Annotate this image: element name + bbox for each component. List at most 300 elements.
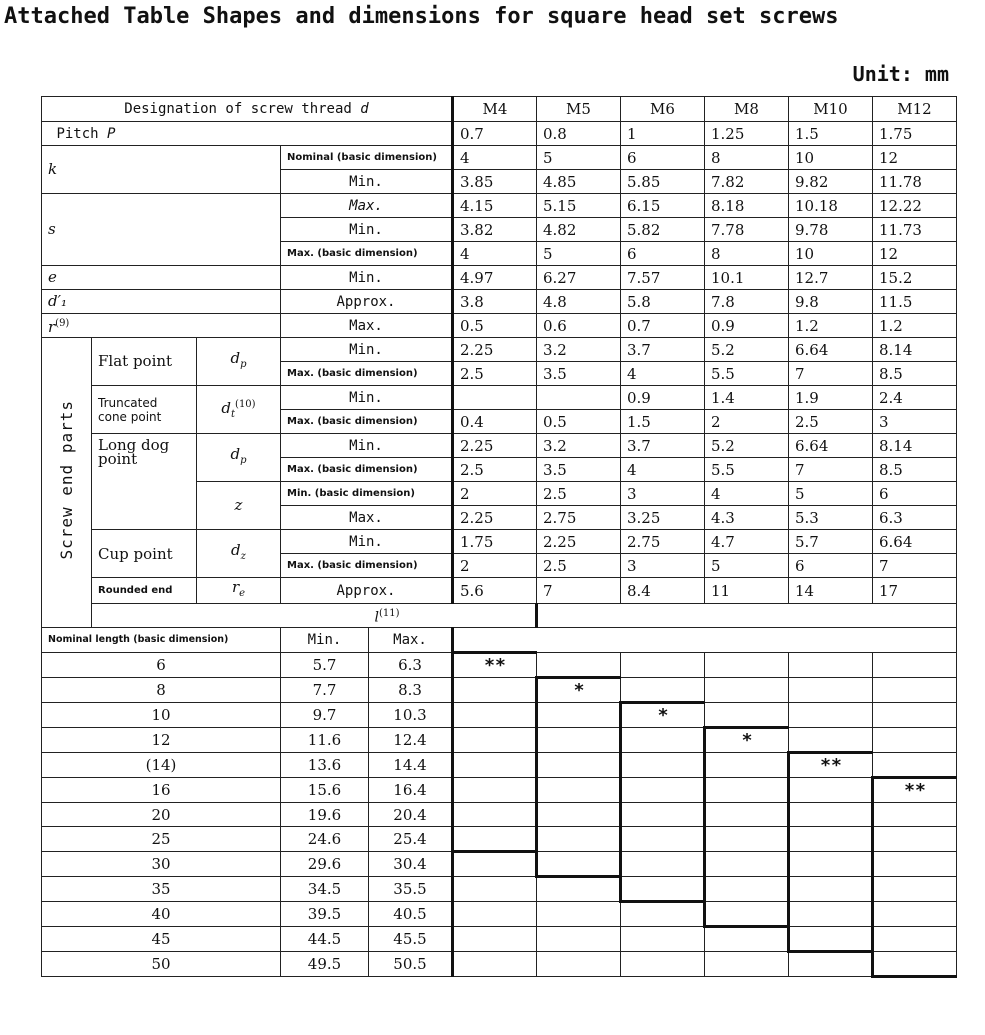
table-row [42, 266, 957, 290]
z-min-value: 6 [873, 482, 957, 506]
flat-max-value: 8.5 [873, 362, 957, 386]
long-dog-label: Long dog point [92, 434, 197, 530]
e-min-value: 15.2 [873, 266, 957, 290]
length-cell [453, 778, 537, 803]
length-cell [873, 753, 957, 778]
cone-max-value: 2 [705, 410, 789, 434]
k-nominal-value: 12 [873, 146, 957, 170]
length-cell [873, 927, 957, 952]
unit-label: Unit: mm [852, 62, 949, 86]
length-max-value: 45.5 [369, 927, 453, 952]
length-cell [621, 852, 705, 877]
length-max-value: 14.4 [369, 753, 453, 778]
table-row [42, 902, 957, 927]
table-row [42, 827, 957, 852]
length-cell [873, 678, 957, 703]
length-cell [705, 902, 789, 927]
length-cell [621, 653, 705, 678]
dog-max-value: 3.5 [537, 458, 621, 482]
pitch-value: 0.7 [453, 122, 537, 146]
z-max-value: 5.3 [789, 506, 873, 530]
d1-approx-value: 11.5 [873, 290, 957, 314]
length-cell [705, 877, 789, 902]
min-label: Min. [281, 338, 453, 362]
nominal-label: Nominal (basic dimension) [281, 146, 453, 170]
table-row [42, 628, 957, 653]
e-min-value: 6.27 [537, 266, 621, 290]
dt-footnote: (10) [235, 399, 256, 410]
k-min-value: 7.82 [705, 170, 789, 194]
table-row [42, 314, 957, 338]
length-max-value: 50.5 [369, 952, 453, 977]
dog-max-value: 8.5 [873, 458, 957, 482]
s-symbol: s [42, 194, 281, 266]
cone-max-value: 3 [873, 410, 957, 434]
z-max-value: 3.25 [621, 506, 705, 530]
length-cell [453, 852, 537, 877]
dp-symbol: $d_p$ [197, 434, 281, 482]
d1-approx-value: 3.8 [453, 290, 537, 314]
dp-symbol: $d_p$ [197, 338, 281, 386]
s-max-value: 10.18 [789, 194, 873, 218]
cup-min-value: 1.75 [453, 530, 537, 554]
length-min-value: 13.6 [281, 753, 369, 778]
dog-min-value: 6.64 [789, 434, 873, 458]
nominal-length-value: (14) [42, 753, 281, 778]
z-min-value: 3 [621, 482, 705, 506]
length-min-value: 34.5 [281, 877, 369, 902]
k-min-value: 4.85 [537, 170, 621, 194]
flat-point-label: Flat point [92, 338, 197, 386]
length-cell [705, 703, 789, 728]
table-row [42, 952, 957, 977]
size-header: M6 [621, 97, 705, 122]
designation-header [42, 97, 453, 122]
length-cell [453, 877, 537, 902]
size-header: M12 [873, 97, 957, 122]
cone-max-value: 2.5 [789, 410, 873, 434]
length-cell [873, 852, 957, 877]
table-row [42, 338, 957, 362]
screw-end-parts-label [42, 338, 92, 628]
length-max-value: 20.4 [369, 803, 453, 827]
designation-symbol: d [360, 101, 369, 117]
pitch-text: Pitch [56, 125, 99, 142]
flat-max-value: 2.5 [453, 362, 537, 386]
length-cell [789, 678, 873, 703]
length-cell [873, 827, 957, 852]
r-text: r [48, 318, 56, 336]
min-label: Min. [281, 530, 453, 554]
nominal-length-value: 10 [42, 703, 281, 728]
flat-max-value: 4 [621, 362, 705, 386]
z-max-value: 2.75 [537, 506, 621, 530]
length-cell [621, 927, 705, 952]
flat-min-value: 3.7 [621, 338, 705, 362]
table-row [42, 146, 957, 170]
applicability-star: ** [789, 753, 873, 778]
length-cell [621, 678, 705, 703]
length-cell [705, 927, 789, 952]
dog-min-value: 5.2 [705, 434, 789, 458]
table-row [42, 604, 957, 628]
length-cell [453, 678, 537, 703]
d1-symbol: d′₁ [42, 290, 281, 314]
length-cell [873, 877, 957, 902]
r-max-value: 0.6 [537, 314, 621, 338]
table-row [42, 877, 957, 902]
s-max-basic-value: 8 [705, 242, 789, 266]
length-cell [789, 728, 873, 753]
length-cell [789, 803, 873, 827]
flat-max-value: 3.5 [537, 362, 621, 386]
length-min-value: 29.6 [281, 852, 369, 877]
nominal-length-value: 30 [42, 852, 281, 877]
length-cell [873, 952, 957, 977]
z-max-value: 2.25 [453, 506, 537, 530]
length-cell [873, 653, 957, 678]
length-cell [537, 753, 621, 778]
s-max-value: 5.15 [537, 194, 621, 218]
re-approx-value: 7 [537, 578, 621, 604]
size-header: M5 [537, 97, 621, 122]
pitch-value: 1.25 [705, 122, 789, 146]
pitch-label [42, 122, 453, 146]
table-row [42, 852, 957, 877]
cup-max-value: 6 [789, 554, 873, 578]
length-min-value: 9.7 [281, 703, 369, 728]
table-row [42, 530, 957, 554]
length-cell [453, 703, 537, 728]
s-min-value: 11.73 [873, 218, 957, 242]
length-max-value: 10.3 [369, 703, 453, 728]
s-max-basic-value: 5 [537, 242, 621, 266]
length-cell [537, 827, 621, 852]
k-nominal-value: 8 [705, 146, 789, 170]
length-min-value: 15.6 [281, 778, 369, 803]
s-max-value: 6.15 [621, 194, 705, 218]
l-text: l [374, 609, 379, 626]
r-symbol [42, 314, 281, 338]
dog-min-value: 8.14 [873, 434, 957, 458]
length-cell [789, 927, 873, 952]
length-cell [453, 927, 537, 952]
length-cell [705, 678, 789, 703]
max-basic-label: Max. (basic dimension) [281, 554, 453, 578]
length-cell [873, 803, 957, 827]
length-cell [537, 803, 621, 827]
flat-min-value: 8.14 [873, 338, 957, 362]
flat-min-value: 3.2 [537, 338, 621, 362]
nominal-length-value: 8 [42, 678, 281, 703]
k-min-value: 5.85 [621, 170, 705, 194]
dt-symbol: $d_t^{(10)}$ [197, 386, 281, 434]
blank-cell [537, 604, 957, 628]
length-max-value: 35.5 [369, 877, 453, 902]
d1-approx-value: 7.8 [705, 290, 789, 314]
applicability-star: ** [873, 778, 957, 803]
re-symbol: $r_e$ [197, 578, 281, 604]
length-cell [537, 852, 621, 877]
z-symbol: z [197, 482, 281, 530]
z-max-value: 6.3 [873, 506, 957, 530]
dog-max-value: 4 [621, 458, 705, 482]
cone-min-value [537, 386, 621, 410]
min-basic-label: Min. (basic dimension) [281, 482, 453, 506]
length-cell [873, 728, 957, 753]
d1-approx-value: 4.8 [537, 290, 621, 314]
nominal-length-value: 50 [42, 952, 281, 977]
length-cell [537, 902, 621, 927]
flat-max-value: 5.5 [705, 362, 789, 386]
length-max-value: 12.4 [369, 728, 453, 753]
length-min-value: 7.7 [281, 678, 369, 703]
nominal-length-value: 20 [42, 803, 281, 827]
table-row [42, 703, 957, 728]
table-row [42, 290, 957, 314]
length-cell [621, 778, 705, 803]
flat-min-value: 5.2 [705, 338, 789, 362]
length-cell [789, 703, 873, 728]
z-max-value: 4.3 [705, 506, 789, 530]
l-symbol [369, 604, 537, 628]
blank-cell [453, 628, 957, 653]
z-min-value: 2 [453, 482, 537, 506]
table-row [42, 753, 957, 778]
s-min-value: 5.82 [621, 218, 705, 242]
length-cell [789, 877, 873, 902]
length-min-value: 5.7 [281, 653, 369, 678]
cone-max-value: 0.5 [537, 410, 621, 434]
s-max-basic-value: 10 [789, 242, 873, 266]
s-max-basic-value: 12 [873, 242, 957, 266]
k-min-value: 11.78 [873, 170, 957, 194]
table-row [42, 803, 957, 827]
cone-min-value: 2.4 [873, 386, 957, 410]
length-cell [705, 852, 789, 877]
s-max-value: 4.15 [453, 194, 537, 218]
length-cell [453, 753, 537, 778]
flat-min-value: 2.25 [453, 338, 537, 362]
table-row [42, 434, 957, 458]
nominal-length-value: 40 [42, 902, 281, 927]
max-label: Max. [281, 314, 453, 338]
dog-max-value: 2.5 [453, 458, 537, 482]
length-min-value: 24.6 [281, 827, 369, 852]
length-cell [537, 728, 621, 753]
k-symbol: k [42, 146, 281, 194]
e-min-value: 4.97 [453, 266, 537, 290]
cone-min-value: 1.4 [705, 386, 789, 410]
dog-max-value: 5.5 [705, 458, 789, 482]
k-nominal-value: 6 [621, 146, 705, 170]
cup-max-value: 7 [873, 554, 957, 578]
length-cell [873, 902, 957, 927]
cone-max-value: 1.5 [621, 410, 705, 434]
cup-max-value: 2.5 [537, 554, 621, 578]
nominal-length-value: 12 [42, 728, 281, 753]
length-cell [789, 852, 873, 877]
length-min-value: 39.5 [281, 902, 369, 927]
dog-min-value: 3.7 [621, 434, 705, 458]
length-cell [537, 703, 621, 728]
z-min-value: 4 [705, 482, 789, 506]
min-label: Min. [281, 386, 453, 410]
r-footnote: (9) [55, 318, 70, 329]
length-cell [705, 753, 789, 778]
d1-approx-value: 9.8 [789, 290, 873, 314]
pitch-value: 0.8 [537, 122, 621, 146]
truncated-cone-label: Truncated cone point [92, 386, 197, 434]
length-min-value: 19.6 [281, 803, 369, 827]
k-nominal-value: 4 [453, 146, 537, 170]
length-cell [537, 653, 621, 678]
cup-point-label: Cup point [92, 530, 197, 578]
s-min-value: 7.78 [705, 218, 789, 242]
length-cell [537, 952, 621, 977]
cup-min-value: 6.64 [873, 530, 957, 554]
length-min-value: 44.5 [281, 927, 369, 952]
nominal-length-label: Nominal length (basic dimension) [42, 628, 281, 653]
min-label: Min. [281, 434, 453, 458]
flat-max-value: 7 [789, 362, 873, 386]
cup-max-value: 5 [705, 554, 789, 578]
z-min-value: 2.5 [537, 482, 621, 506]
size-header: M4 [453, 97, 537, 122]
re-approx-value: 14 [789, 578, 873, 604]
length-cell [537, 778, 621, 803]
table-row [42, 194, 957, 218]
r-max-value: 0.9 [705, 314, 789, 338]
length-cell [453, 902, 537, 927]
s-max-value: 8.18 [705, 194, 789, 218]
k-nominal-value: 5 [537, 146, 621, 170]
dimension-table [41, 96, 957, 978]
cup-min-value: 2.75 [621, 530, 705, 554]
max-basic-label: Max. (basic dimension) [281, 410, 453, 434]
s-min-value: 4.82 [537, 218, 621, 242]
max-basic-label: Max. (basic dimension) [281, 362, 453, 386]
length-cell [621, 902, 705, 927]
e-min-value: 12.7 [789, 266, 873, 290]
length-cell [705, 827, 789, 852]
length-cell [789, 952, 873, 977]
applicability-star: * [537, 678, 621, 703]
table-row [42, 778, 957, 803]
length-cell [789, 902, 873, 927]
s-max-basic-value: 6 [621, 242, 705, 266]
cup-max-value: 2 [453, 554, 537, 578]
s-min-value: 3.82 [453, 218, 537, 242]
length-min-header: Min. [281, 628, 369, 653]
k-nominal-value: 10 [789, 146, 873, 170]
table-row [42, 927, 957, 952]
cone-min-value [453, 386, 537, 410]
length-min-value: 49.5 [281, 952, 369, 977]
length-cell [621, 827, 705, 852]
table-row [42, 653, 957, 678]
length-cell [705, 803, 789, 827]
page-title: Attached Table Shapes and dimensions for square head set screws [4, 4, 839, 29]
length-cell [453, 728, 537, 753]
nominal-length-value: 6 [42, 653, 281, 678]
pitch-value: 1.75 [873, 122, 957, 146]
length-cell [537, 877, 621, 902]
length-cell [705, 778, 789, 803]
size-header: M10 [789, 97, 873, 122]
length-cell [621, 728, 705, 753]
length-cell [621, 803, 705, 827]
max-label: Max. [281, 506, 453, 530]
cup-min-value: 2.25 [537, 530, 621, 554]
length-min-value: 11.6 [281, 728, 369, 753]
table-row [42, 122, 957, 146]
blank-cell [92, 604, 369, 628]
cup-max-value: 3 [621, 554, 705, 578]
applicability-star: ** [453, 653, 537, 678]
pitch-symbol: P [107, 125, 116, 142]
length-cell [453, 952, 537, 977]
applicability-star: * [621, 703, 705, 728]
length-cell [789, 653, 873, 678]
r-max-value: 1.2 [873, 314, 957, 338]
r-max-value: 1.2 [789, 314, 873, 338]
nominal-length-value: 45 [42, 927, 281, 952]
length-cell [705, 952, 789, 977]
e-min-value: 7.57 [621, 266, 705, 290]
e-min-value: 10.1 [705, 266, 789, 290]
approx-label: Approx. [281, 578, 453, 604]
cup-min-value: 4.7 [705, 530, 789, 554]
min-label: Min. [281, 170, 453, 194]
d1-approx-value: 5.8 [621, 290, 705, 314]
designation-label: Designation of screw thread [124, 101, 352, 117]
e-symbol: e [42, 266, 281, 290]
screw-end-parts-text: Screw end parts [56, 400, 76, 560]
table-row [42, 728, 957, 753]
dog-max-value: 7 [789, 458, 873, 482]
length-cell [537, 927, 621, 952]
length-max-value: 25.4 [369, 827, 453, 852]
k-min-value: 3.85 [453, 170, 537, 194]
s-max-basic-value: 4 [453, 242, 537, 266]
dog-min-value: 2.25 [453, 434, 537, 458]
nominal-length-value: 25 [42, 827, 281, 852]
length-cell [453, 803, 537, 827]
length-cell [789, 778, 873, 803]
s-min-value: 9.78 [789, 218, 873, 242]
length-max-value: 30.4 [369, 852, 453, 877]
pitch-value: 1.5 [789, 122, 873, 146]
cone-min-value: 0.9 [621, 386, 705, 410]
max-basic-label: Max. (basic dimension) [281, 242, 453, 266]
pitch-value: 1 [621, 122, 705, 146]
l-footnote: (11) [378, 607, 400, 619]
re-approx-value: 8.4 [621, 578, 705, 604]
size-header: M8 [705, 97, 789, 122]
max-basic-label: Max. (basic dimension) [281, 458, 453, 482]
re-approx-value: 11 [705, 578, 789, 604]
max-label: Max. [281, 194, 453, 218]
length-max-value: 40.5 [369, 902, 453, 927]
re-approx-value: 5.6 [453, 578, 537, 604]
approx-label: Approx. [281, 290, 453, 314]
table-row [42, 578, 957, 604]
length-max-header: Max. [369, 628, 453, 653]
length-max-value: 8.3 [369, 678, 453, 703]
k-min-value: 9.82 [789, 170, 873, 194]
length-cell [789, 827, 873, 852]
